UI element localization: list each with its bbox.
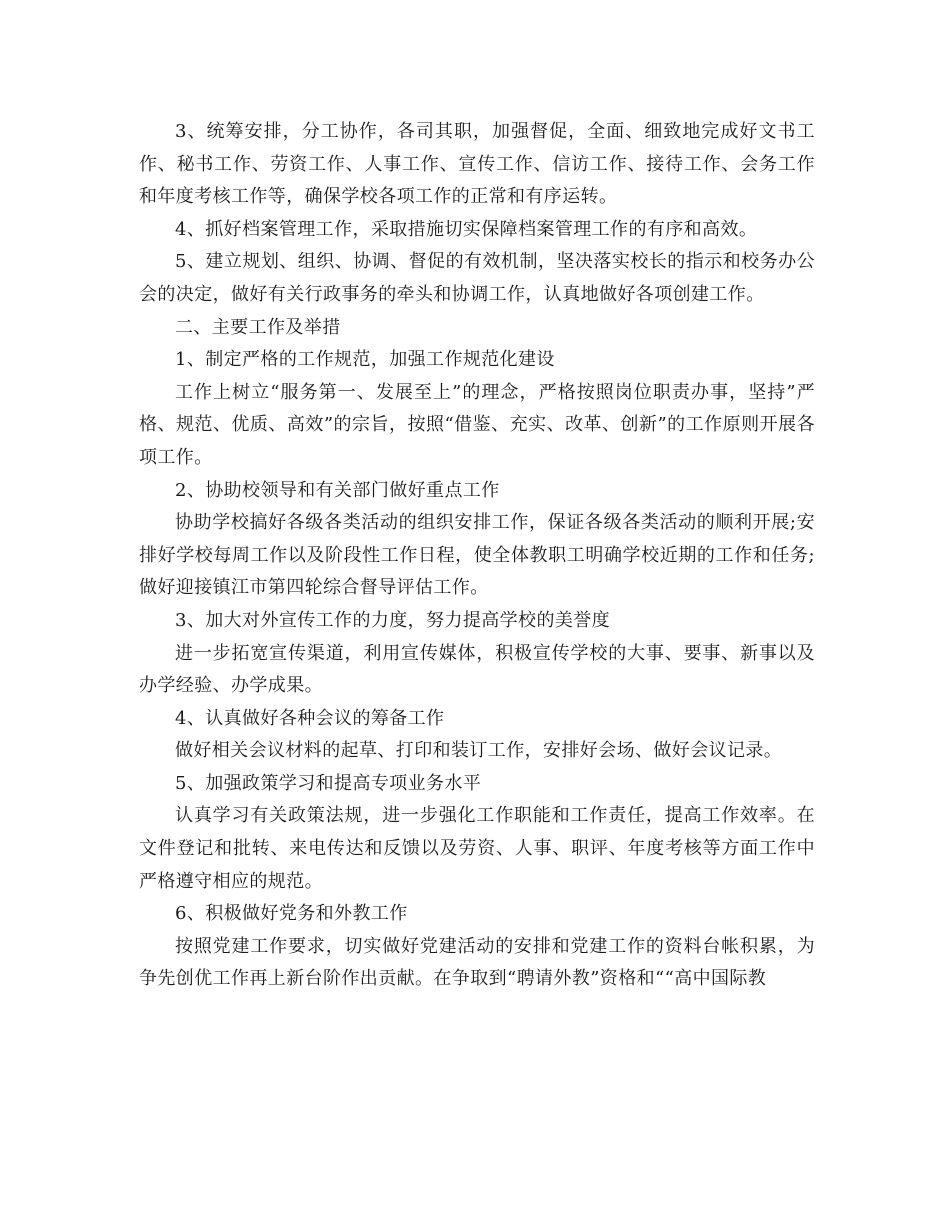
subheading-meetings: 4、认真做好各种会议的筹备工作 (175, 707, 445, 729)
subheading-key-work: 2、协助校领导和有关部门做好重点工作 (175, 479, 500, 501)
paragraph-key-work: 协助学校搞好各级各类活动的组织安排工作，保证各级各类活动的顺利开展;安排好学校每周工作以及阶段性工作日程，使全体教职工明确学校近期的工作和任务;做好迎接镇江市第四轮综合督导评估工作。 (139, 512, 815, 599)
paragraph-work-standards: 工作上树立“服务第一、发展至上”的理念，严格按照岗位职责办事，坚持”严格、规范、优质、高效”的宗旨，按照“借鉴、充实、改革、创新”的工作原则开展各项工作。 (139, 381, 815, 468)
paragraph-item-5: 5、建立规划、组织、协调、督促的有效机制，坚决落实校长的指示和校务办公会的决定，做好有关行政事务的牵头和协调工作，认真地做好各项创建工作。 (139, 251, 815, 305)
paragraph-policy-study: 认真学习有关政策法规，进一步强化工作职能和工作责任，提高工作效率。在文件登记和批转、来电传达和反馈以及劳资、人事、职评、年度考核等方面工作中严格遵守相应的规范。 (139, 805, 815, 892)
section-heading-main-work: 二、主要工作及举措 (175, 316, 341, 338)
subheading-publicity: 3、加大对外宣传工作的力度，努力提高学校的美誉度 (175, 609, 611, 631)
paragraph-item-3: 3、统筹安排，分工协作，各司其职，加强督促，全面、细致地完成好文书工作、秘书工作、劳资工作、人事工作、宣传工作、信访工作、接待工作、会务工作和年度考核工作等，确保学校各项工作的正常和有序运转。 (139, 121, 815, 208)
subheading-policy-study: 5、加强政策学习和提高专项业务水平 (175, 772, 482, 794)
paragraph-party-foreign-teachers: 按照党建工作要求，切实做好党建活动的安排和党建工作的资料台帐积累，为争先创优工作再上新台阶作出贡献。在争取到“聘请外教”资格和““高中国际教 (139, 935, 815, 990)
document-body (139, 116, 815, 996)
paragraph-item-4: 4、抓好档案管理工作，采取措施切实保障档案管理工作的有序和高效。 (175, 218, 758, 240)
subheading-work-standards: 1、制定严格的工作规范，加强工作规范化建设 (175, 349, 555, 371)
subheading-party-foreign-teachers: 6、积极做好党务和外教工作 (175, 903, 408, 925)
paragraph-publicity: 进一步拓宽宣传渠道，利用宣传媒体，积极宣传学校的大事、要事、新事以及办学经验、办学成果。 (139, 642, 815, 697)
paragraph-meetings: 做好相关会议材料的起草、打印和装订工作，安排好会场、做好会议记录。 (175, 740, 783, 762)
